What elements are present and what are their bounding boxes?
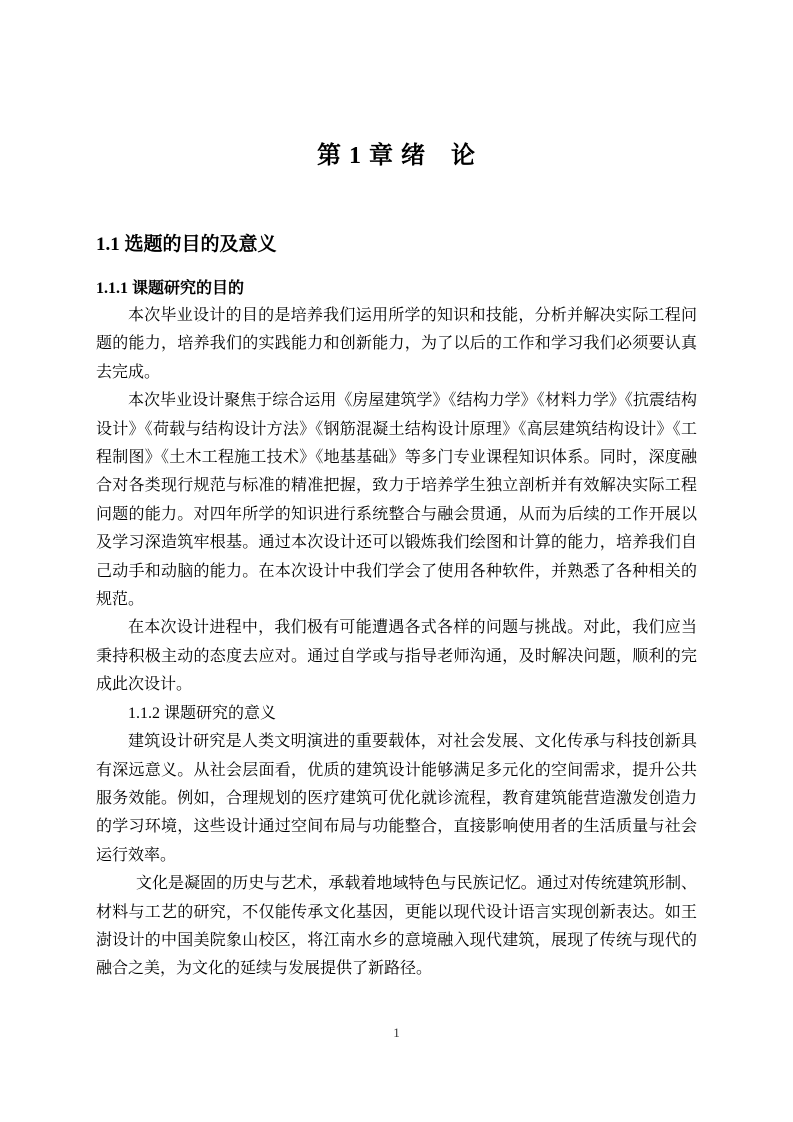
- page-footer: [0, 1024, 793, 1042]
- subsection-heading-1-1-1: 1.1.1 课题研究的目的: [96, 280, 245, 297]
- paragraph-purpose-1: 本次毕业设计的目的是培养我们运用所学的知识和技能，分析并解决实际工程问题的能力，培养我们的实践能力和创新能力，为了以后的工作和学习我们必须要认真去完成。: [96, 307, 697, 381]
- chapter-title: 第 1 章 绪 论: [317, 143, 476, 169]
- paragraph-purpose-2: 本次毕业设计聚焦于综合运用《房屋建筑学》《结构力学》《材料力学》《抗震结构设计》《荷载与结构设计方法》《钢筋混凝土结构设计原理》《高层建筑结构设计》《工程制图》《土木工程施工技术》《地基基础》等多门专业课程知识体系。同时，深度融合对各类现行规范与标准的精准把握，致力于培养学生独立剖析并有效解决实际工程问题的能力。对四年所学的知识进行系统整合与融会贯通，从而为后续的工作开展以及学习深造筑牢根基。通过本次设计还可以锻炼我们绘图和计算的能力，培养我们自己动手和动脑的能力。在本次设计中我们学会了使用各种软件，并熟悉了各种相关的规范。: [96, 392, 697, 609]
- paragraph-significance-2: 文化是凝固的历史与艺术，承载着地域特色与民族记忆。通过对传统建筑形制、材料与工艺的研究，不仅能传承文化基因，更能以现代设计语言实现创新表达。如王澍设计的中国美院象山校区，将江南水乡的意境融入现代建筑，展现了传统与现代的融合之美，为文化的延续与发展提供了新路径。: [96, 875, 697, 978]
- section-heading-1-1: 1.1 选题的目的及意义: [96, 234, 277, 255]
- page-content: [0, 138, 793, 984]
- paragraph-significance-1: 建筑设计研究是人类文明演进的重要载体，对社会发展、文化传承与科技创新具有深远意义。从社会层面看，优质的建筑设计能够满足多元化的空间需求，提升公共服务效能。例如，合理规划的医疗建筑可优化就诊流程，教育建筑能营造激发创造力的学习环境，这些设计通过空间布局与功能整合，直接影响使用者的生活质量与社会运行效率。: [96, 733, 697, 864]
- subsection-heading-1-1-2: 1.1.2 课题研究的意义: [128, 704, 277, 722]
- paragraph-purpose-3: 在本次设计进程中，我们极有可能遭遇各式各样的问题与挑战。对此，我们应当秉持积极主动的态度去应对。通过自学或与指导老师沟通，及时解决问题，顺利的完成此次设计。: [96, 619, 697, 694]
- page-number: 1: [393, 1025, 400, 1040]
